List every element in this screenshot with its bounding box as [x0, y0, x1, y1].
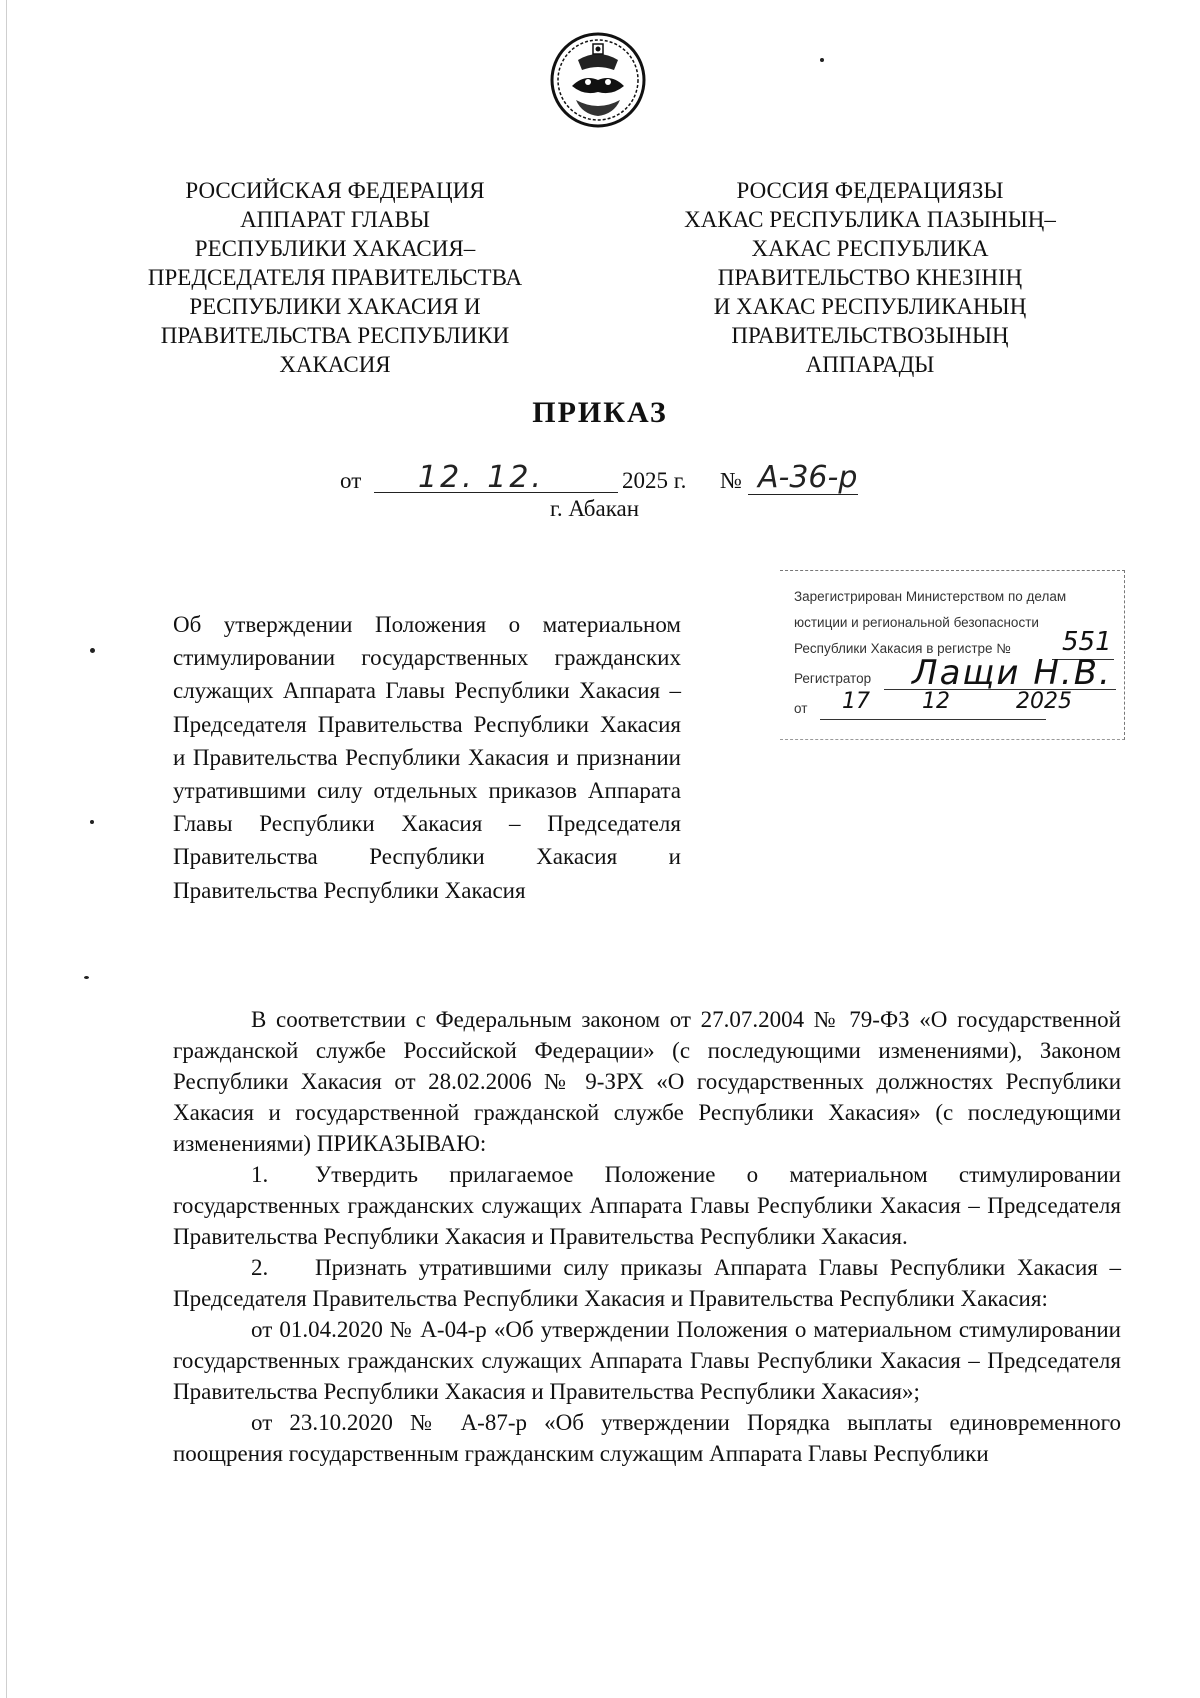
handwritten-year: 2025	[1016, 689, 1072, 714]
handwritten-reg-number: 551	[1062, 627, 1112, 657]
header-line: РОССИЯ ФЕДЕРАЦИЯЗЫ	[736, 178, 1004, 203]
preamble-paragraph: В соответствии с Федеральным законом от 27.07.2004 № 79-ФЗ «О государственной гражданской службе Российской Федерации» (с последующими изменениями), Законом Республики Хакасия от 28.02.2006 № 9-ЗРХ «О государственных должностях Республики Хакасия и государственной гражданской службе Республики Хакасия» (с последующими изменениями) ПРИКАЗЫВАЮ:	[173, 1007, 1121, 1156]
header-line: РЕСПУБЛИКИ ХАКАСИЯ И	[189, 294, 481, 319]
header-line: ПРАВИТЕЛЬСТВА РЕСПУБЛИКИ	[160, 323, 510, 348]
stamp-line: Республики Хакасия в регистре №	[794, 641, 1011, 656]
scan-speck	[90, 820, 94, 824]
item-number: 1.	[251, 1162, 269, 1187]
number-label: №	[720, 468, 742, 493]
handwritten-signature: Лащи Н.В.	[912, 653, 1112, 693]
header-line: РОССИЙСКАЯ ФЕДЕРАЦИЯ	[185, 178, 485, 203]
header-line: ПРАВИТЕЛЬСТВОЗЫНЫҢ	[731, 323, 1009, 348]
header-line: АППАРАТ ГЛАВЫ	[240, 207, 430, 232]
header-line: И ХАКАС РЕСПУБЛИКАНЫҢ	[713, 294, 1027, 319]
document-title: ПРИКАЗ	[532, 396, 668, 429]
item-number: 2.	[251, 1255, 269, 1280]
city: г. Абакан	[550, 496, 640, 521]
list-item	[173, 1159, 1121, 1252]
registration-stamp	[780, 570, 1125, 740]
header-khakas	[660, 176, 1080, 379]
scan-speck	[820, 58, 824, 62]
handwritten-day: 17	[842, 689, 870, 714]
handwritten-date: 12. 12.	[418, 460, 544, 495]
stamp-underline	[820, 719, 1046, 720]
coat-of-arms-emblem	[548, 30, 648, 130]
scan-speck	[84, 976, 89, 979]
handwritten-month: 12	[922, 689, 950, 714]
repeal-paragraph: от 23.10.2020 № А-87-р «Об утверждении Порядка выплаты единовременного поощрения государственным гражданским служащим Аппарата Главы Республики	[173, 1410, 1121, 1466]
date-number-row	[0, 460, 1200, 500]
document-subject: Об утверждении Положения о материальном стимулировании государственных гражданских служащих Аппарата Главы Республики Хакасия – Председателя Правительства Республики Хакасия и Правительства Республики Хакасия и признании утратившими силу отдельных приказов Аппарата Главы Республики Хакасия – Председателя Правительства Республики Хакасия и Правительства Республики Хакасия	[173, 612, 681, 903]
header-line: АППАРАДЫ	[805, 352, 935, 377]
header-line: ХАКАС РЕСПУБЛИКА ПАЗЫНЫҢ–	[684, 207, 1056, 232]
stamp-line: юстиции и региональной безопасности	[794, 615, 1039, 630]
scan-margin-line	[6, 0, 7, 1698]
document-body	[173, 1004, 1121, 1469]
header-line: ХАКАСИЯ	[279, 352, 391, 377]
list-item	[173, 1252, 1121, 1314]
header-line: ПРЕДСЕДАТЕЛЯ ПРАВИТЕЛЬСТВА	[147, 265, 523, 290]
stamp-line: Зарегистрирован Министерством по делам	[794, 589, 1067, 604]
header-line: ПРАВИТЕЛЬСТВО КНЕЗIНIҢ	[717, 265, 1023, 290]
stamp-line: от	[794, 701, 808, 716]
header-line: ХАКАС РЕСПУБЛИКА	[751, 236, 989, 261]
date-year: 2025 г.	[622, 468, 687, 493]
stamp-line: Регистратор	[794, 671, 872, 686]
header-russian	[120, 176, 550, 379]
handwritten-number: А-36-р	[758, 460, 858, 495]
item-text: Признать утратившими силу приказы Аппарата Главы Республики Хакасия – Председателя Правительства Республики Хакасия и Правительства Республики Хакасия:	[173, 1255, 1121, 1311]
scan-speck	[90, 648, 95, 653]
header-line: РЕСПУБЛИКИ ХАКАСИЯ–	[194, 236, 476, 261]
repeal-paragraph: от 01.04.2020 № А-04-р «Об утверждении Положения о материальном стимулировании государственных гражданских служащих Аппарата Главы Республики Хакасия – Председателя Правительства Республики Хакасия и Правительства Республики Хакасия»;	[173, 1317, 1121, 1404]
date-prefix: от	[340, 468, 362, 493]
item-text: Утвердить прилагаемое Положение о материальном стимулировании государственных гражданских служащих Аппарата Главы Республики Хакасия – Председателя Правительства Республики Хакасия и Правительства Республики Хакасия.	[173, 1162, 1121, 1249]
